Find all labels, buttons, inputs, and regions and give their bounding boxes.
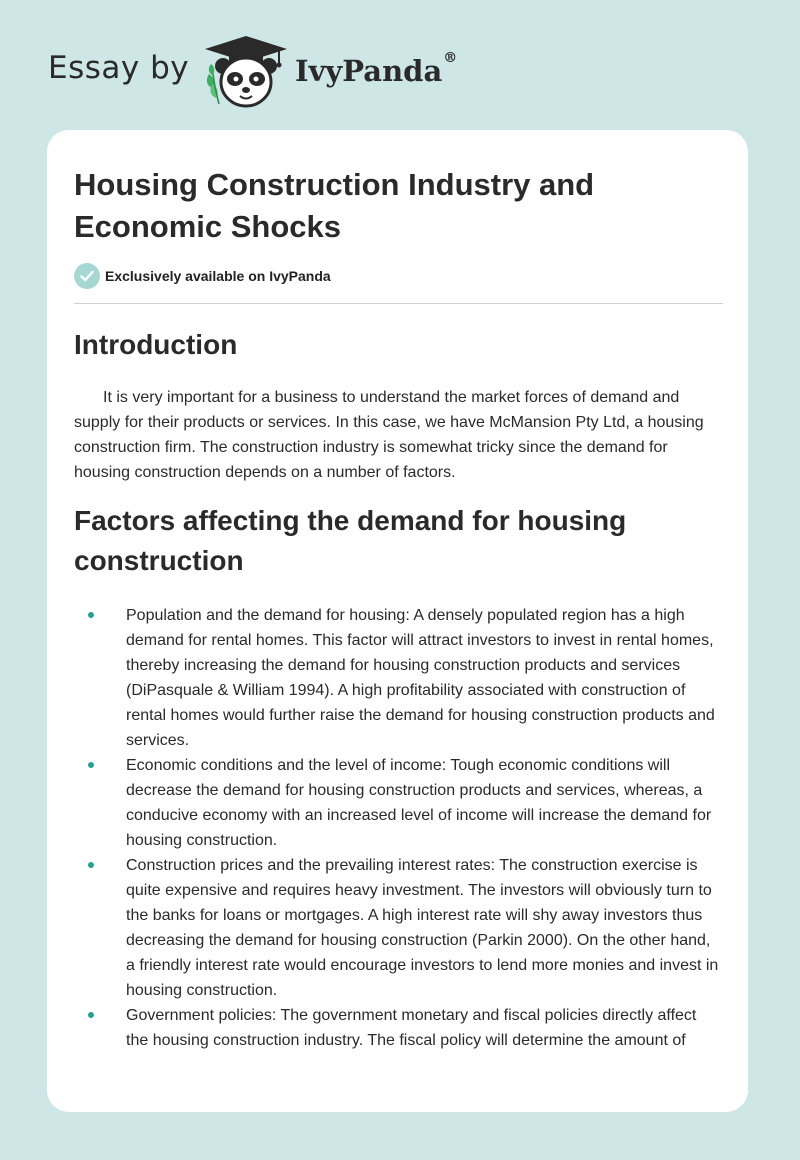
essay-by-label: Essay by xyxy=(48,50,190,86)
list-item-text: Population and the demand for housing: A densely populated region has a high demand for rental homes. This factor will attract investors to invest in rental homes, thereby increasing the demand for housing construction products and services (DiPasquale & William 1994). A high profitability associated with construction of rental homes would further raise the demand for housing construction products and services. xyxy=(126,607,715,749)
list-item-text: Economic conditions and the level of income: Tough economic conditions will decrease the demand for housing construction products and services, whereas, a conducive economy with an increased level of income will increase the demand for housing construction. xyxy=(126,757,712,849)
list-item xyxy=(74,753,723,853)
introduction-paragraph: It is very important for a business to understand the market forces of demand and supply for their products or services. In this case, we have McMansion Pty Ltd, a housing construction firm. The construction industry is somewhat tricky since the demand for housing construction depends on a number of factors. xyxy=(74,389,704,481)
brand-header xyxy=(48,30,468,110)
ivypanda-brand-name[interactable] xyxy=(295,50,458,88)
list-item xyxy=(74,853,723,1003)
essay-title: Housing Construction Industry and Economic Shocks xyxy=(74,167,595,244)
list-item-text: Government policies: The government monetary and fiscal policies directly affect the housing construction industry. The fiscal policy will determine the amount of xyxy=(126,1007,697,1049)
exclusive-label: Exclusively available on IvyPanda xyxy=(105,268,331,284)
bullet-icon xyxy=(88,612,94,618)
exclusive-badge xyxy=(74,263,331,289)
factors-list xyxy=(74,603,723,1053)
section-heading-introduction: Introduction xyxy=(74,329,238,360)
panda-logo-icon[interactable] xyxy=(203,34,289,110)
list-item xyxy=(74,1003,723,1053)
bullet-icon xyxy=(88,762,94,768)
list-item-text: Construction prices and the prevailing interest rates: The construction exercise is quite expensive and requires heavy investment. The investors will obviously turn to the banks for loans or mortgages. A high interest rate will shy away investors thus decreasing the demand for housing construction (Parkin 2000). On the other hand, a friendly interest rate would encourage investors to lend more monies and invest in housing construction. xyxy=(126,857,719,999)
list-item xyxy=(74,603,723,753)
essay-card xyxy=(47,130,748,1112)
bullet-icon xyxy=(88,862,94,868)
registered-mark: ® xyxy=(443,50,458,66)
title-divider xyxy=(74,303,723,304)
brand-name-text: IvyPanda xyxy=(295,54,443,88)
checkmark-icon xyxy=(74,263,100,289)
bullet-icon xyxy=(88,1012,94,1018)
section-heading-factors: Factors affecting the demand for housing construction xyxy=(74,505,627,576)
